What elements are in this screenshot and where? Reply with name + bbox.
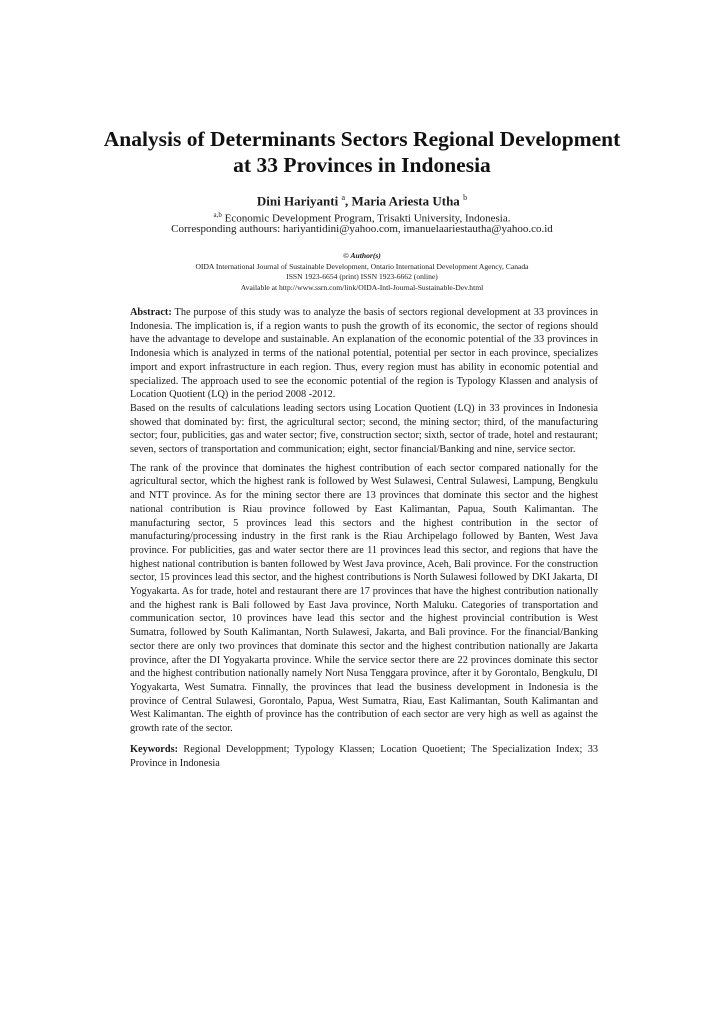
copyright-line: © Author(s) (343, 251, 381, 260)
corresponding-authors: Corresponding authours: hariyantidini@yahoo.com, imanuelaariestautha@yahoo.co.id (171, 223, 553, 235)
author-affiliation-marker: a (341, 193, 345, 202)
author-separator: , (345, 193, 352, 209)
title-line-1: Analysis of Determinants Sectors Regional Development (103, 127, 621, 151)
keywords-text: Regional Developpment; Typology Klassen; Location Quoetient; The Specialization Index; 33 Province in Indonesia (130, 743, 598, 769)
abstract-label: Abstract: (130, 307, 172, 318)
author-name: Maria Ariesta Utha (351, 193, 460, 209)
abstract-text: The purpose of this study was to analyze the basis of sectors regional development at 33 provinces in Indonesia. The implication is, if a region wants to push the growth of its economic, the sector of regions should have the advantage to develope and sustainable. An explanation of the economic potential of the 33 provinces in Indonesia which is analyzed in terms of the national potential, potential per sector in each province, specializes import and export infrastructure in each region. Thus, every region must has ability in economic potential and specialized. The approach used to see the economic potential of the region is Typology Klassen and analysis of Location Quotient (LQ) in the period 2008 -2012. (130, 307, 598, 401)
author-affiliation-marker: b (463, 193, 468, 202)
keywords-label: Keywords: (130, 743, 179, 755)
affiliation-text: Economic Development Program, Trisakti University, Indonesia. (224, 212, 511, 225)
journal-line: OIDA International Journal of Sustainable Development, Ontario International Development Agency, Canada (195, 261, 529, 271)
abstract-paragraph: Based on the results of calculations leading sectors using Location Quotient (LQ) in 33 provinces in Indonesia showed that dominated by: first, the agricultural sector; second, the mining sector; third, of the manufacturing sector; four, publicities, gas and water sector; five, construction sector; sixth, sector of trade, hotel and restaurant; seven, sectors of transportation and communication; eight, sector financial/Banking and nine, service sector. (130, 402, 598, 456)
abstract-paragraph: The rank of the province that dominates the highest contribution of each sector compared nationally for the agricultural sector, which the highest rank is followed by West Sulawesi, Central Sulawesi, Lampung, Bengkulu and NTT province. As for the mining sector there are 13 provinces that dominate this sector and the highest national contribution is Riau province followed by East Kalimantan, Papua, South Kalimantan. The manufacturing sector, 5 provinces lead this sectors and the highest contribution in the sector of manufacturing/processing industry in the first rank is the Riau Archipelago followed by Banten, West Java province. For publicities, gas and water sector there are 11 provinces lead this sector, and regions that have the highest national contribution is banten followed by West Java province, Aceh, Bali province. For the construction sector, 15 provinces lead this sector, and the highest contributions is North Sulawesi followed by DKI Jakarta, DI Yogyakarta. As for trade, hotel and restaurant there are 17 provinces that have the highest contribution nationally and the highest rank is Bali followed by East Java province, North Maluku. Categories of transportation and communication sector, 10 provinces have lead this sector and the highest provincial contribution is West Sumatra, followed by South Kalimantan, North Sulawesi, Jakarta, and Bali province. For the financial/Banking sector there are only two provinces that dominate this sector and the highest contribution nationally are Jakarta province, after the DI Yogyakarta province. While the service sector there are 22 provinces dominate this sector and the highest contribution nationally namely Nort Nusa Tenggara province, after it by Gorontalo, Bengkulu, DI Yogyakarta, West Sumatra. Finnally, the provinces that lead the business development in Indonesia is the province of Central Sulawesi, Gorontalo, Papua, West Sumatra, Riau, East Kalimantan, South Kalimantan and West Kalimantan. The eighth of province has the contribution of each sector are very high as well as against the growth rate of the sector. (130, 462, 598, 735)
affiliation-marker: a,b (213, 211, 222, 219)
paper-title (60, 126, 664, 178)
author-list (60, 190, 664, 209)
abstract-paragraph (130, 306, 598, 402)
title-line-2: at 33 Provinces in Indonesia (233, 153, 491, 177)
keywords (130, 743, 598, 770)
publication-info (60, 251, 664, 293)
author-name: Dini Hariyanti (256, 193, 339, 209)
abstract (130, 306, 598, 770)
availability-line: Available at http://www.ssrn.com/link/OIDA-Intl-Journal-Sustainable-Dev.html (240, 282, 484, 292)
issn-line: ISSN 1923-6654 (print) ISSN 1923-6662 (online) (286, 272, 438, 282)
